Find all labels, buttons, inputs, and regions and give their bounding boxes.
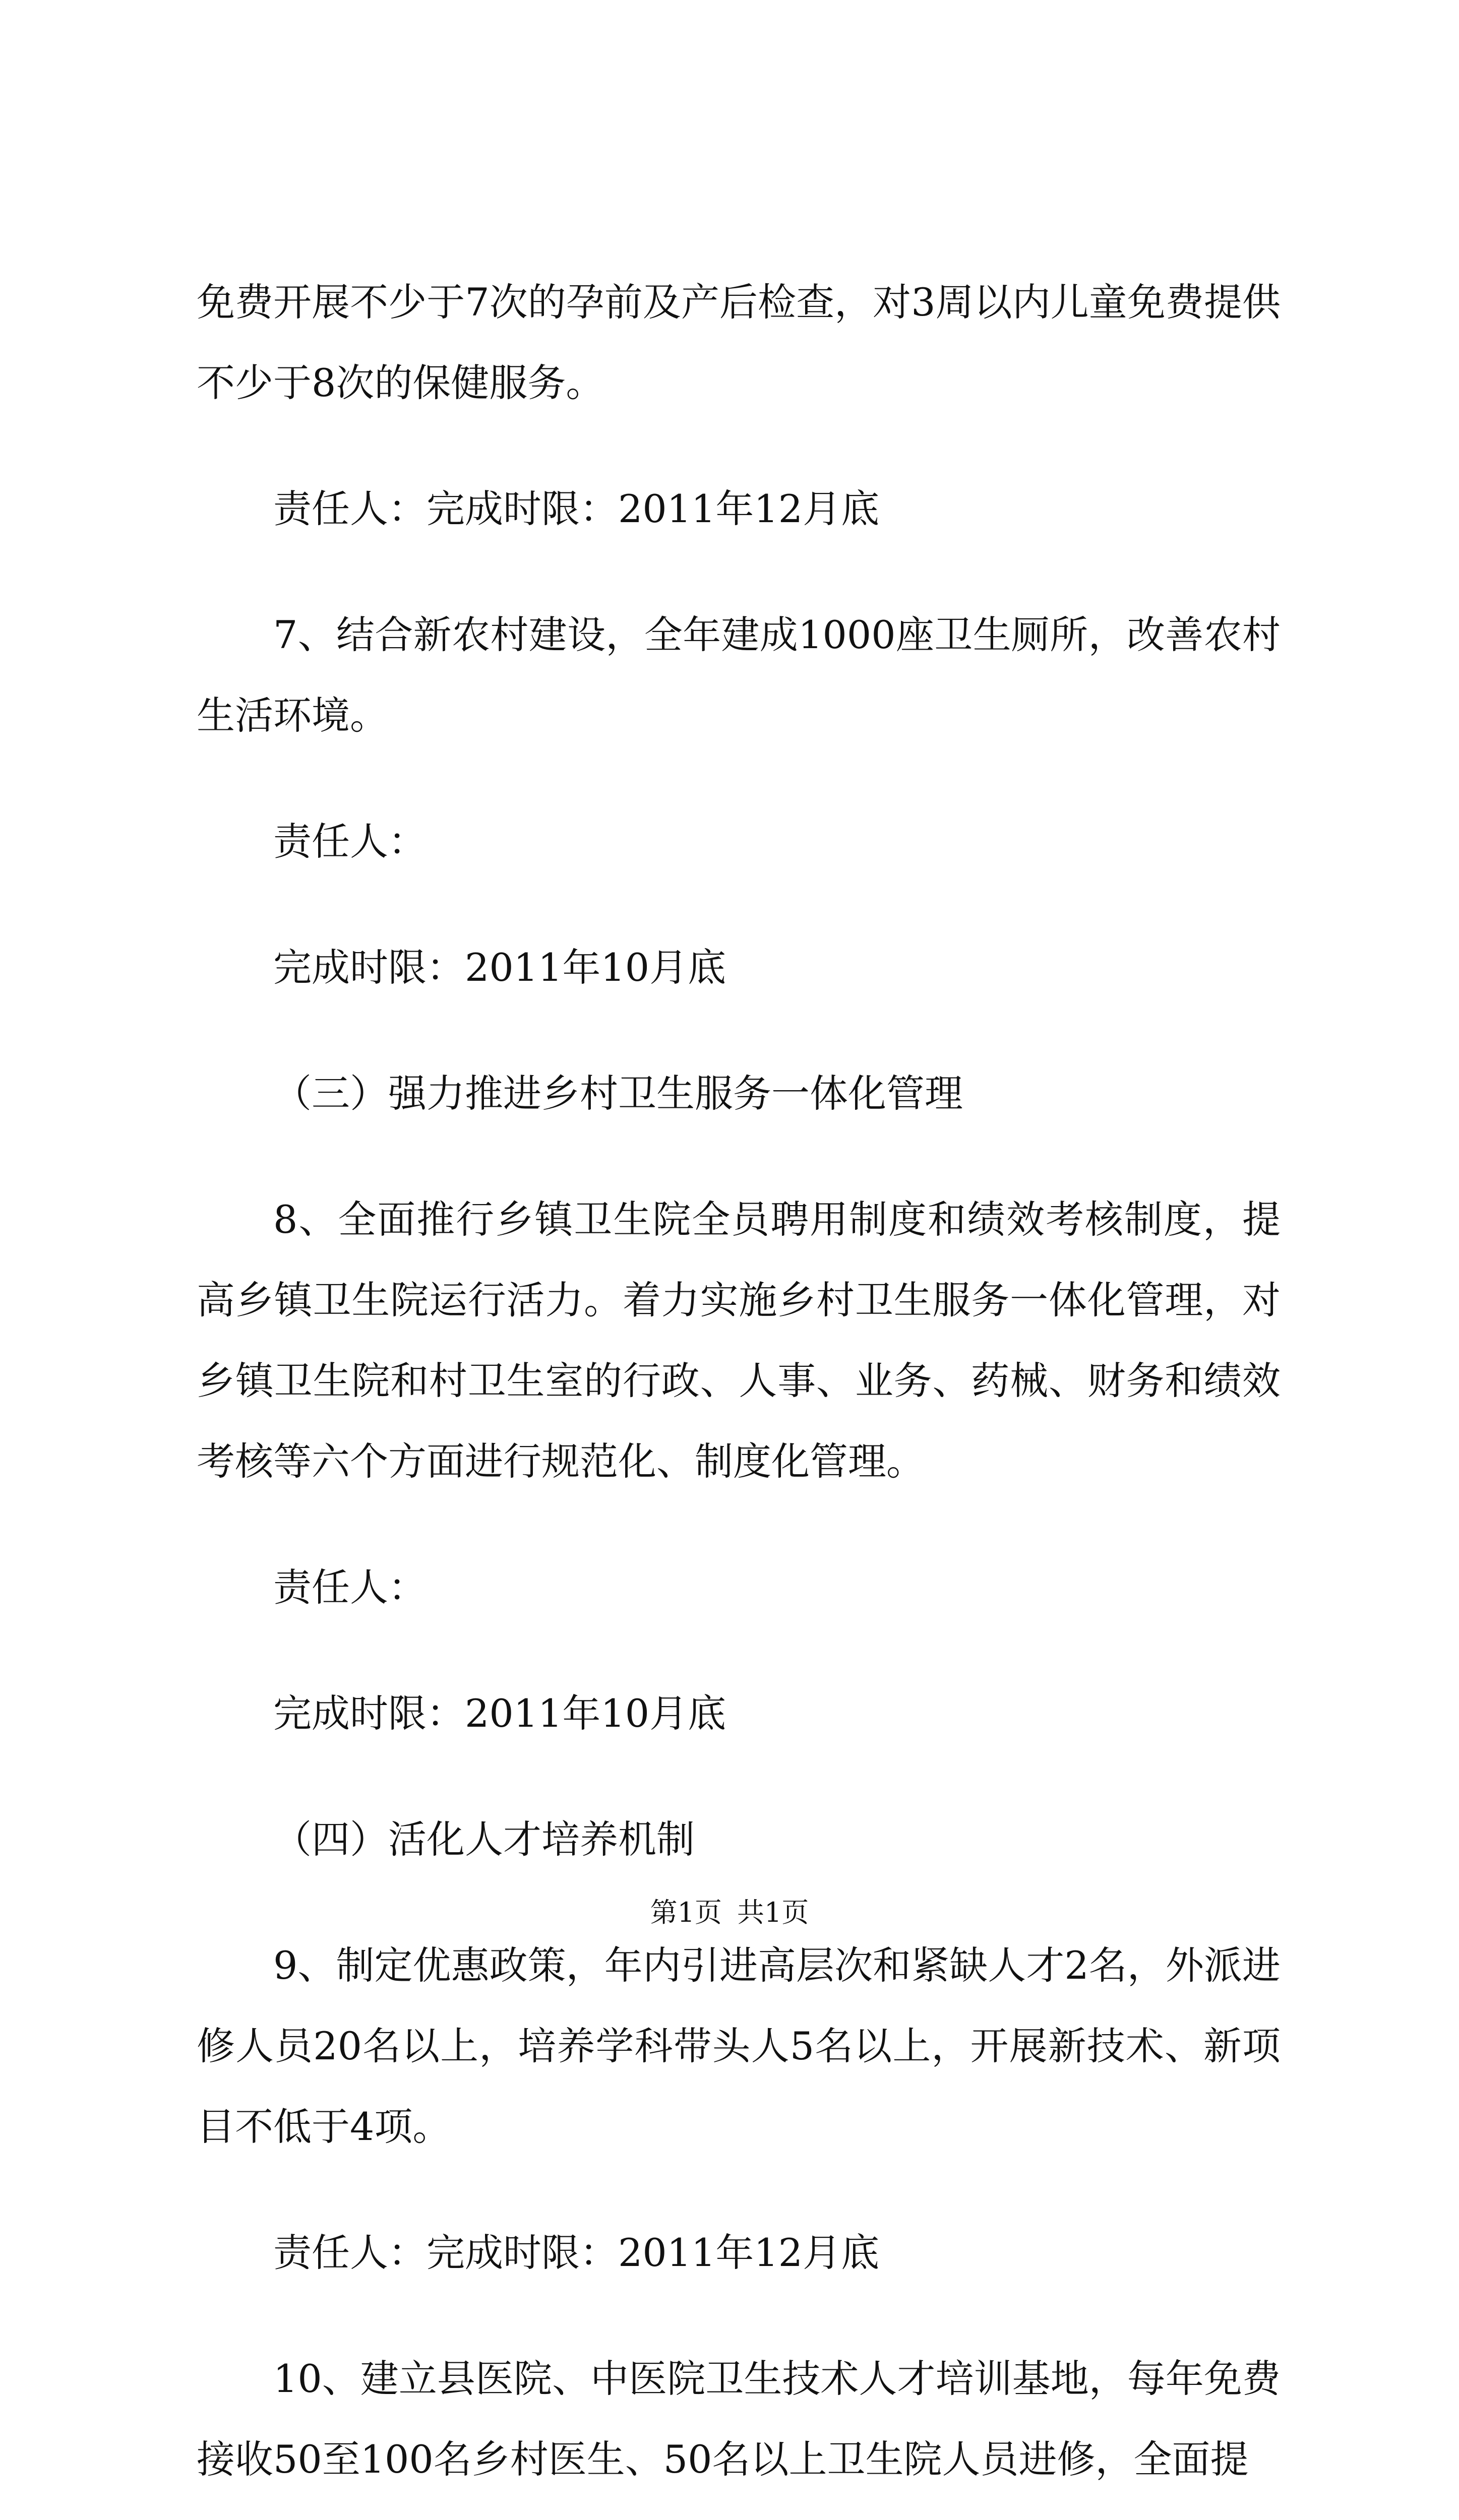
responsible-line: 责任人： [273,1565,427,1610]
paragraph-continuation: 免费开展不少于7次的孕前及产后检查，对3周以内儿童免费提供不少于8次的保健服务。 [197,280,1281,405]
section-heading-3: （三）强力推进乡村卫生服务一体化管理 [273,1071,963,1116]
deadline-line: 完成时限：2011年10月底 [273,1691,726,1736]
responsible-line: 责任人：完成时限：2011年12月底 [273,2230,880,2275]
page-number: 第1页 [650,1897,722,1928]
item-10-paragraph: 10、建立县医院、中医院卫生技术人才培训基地，每年免费接收50至100名乡村医生、50名以上卫生院人员进修，全面提 [197,2356,1281,2482]
document-body [197,262,1281,2520]
item-9-paragraph: 9、制定优惠政策，年内引进高层次和紧缺人才2名，外派进修人员20名以上，培养学科带头人5名以上，开展新技术、新项目不低于4项。 [197,1943,1281,2149]
deadline-line: 完成时限：2011年10月底 [273,945,726,990]
responsible-line: 责任人： [273,819,427,864]
item-7-paragraph: 7、结合新农村建设，全年建成1000座卫生厕所，改善农村生活环境。 [197,612,1281,738]
page-footer [0,1895,1459,1930]
page-total: 共1页 [737,1897,809,1928]
item-8-paragraph: 8、全面推行乡镇卫生院全员聘用制度和绩效考核制度，提高乡镇卫生院运行活力。着力实施乡村卫生服务一体化管理，对乡镇卫生院和村卫生室的行政、人事、业务、药械、财务和绩效考核等六个方面进行规范化、制度化管理。 [197,1197,1281,1484]
section-heading-4: （四）活化人才培养机制 [273,1817,695,1862]
responsible-line: 责任人：完成时限：2011年12月底 [273,486,880,531]
